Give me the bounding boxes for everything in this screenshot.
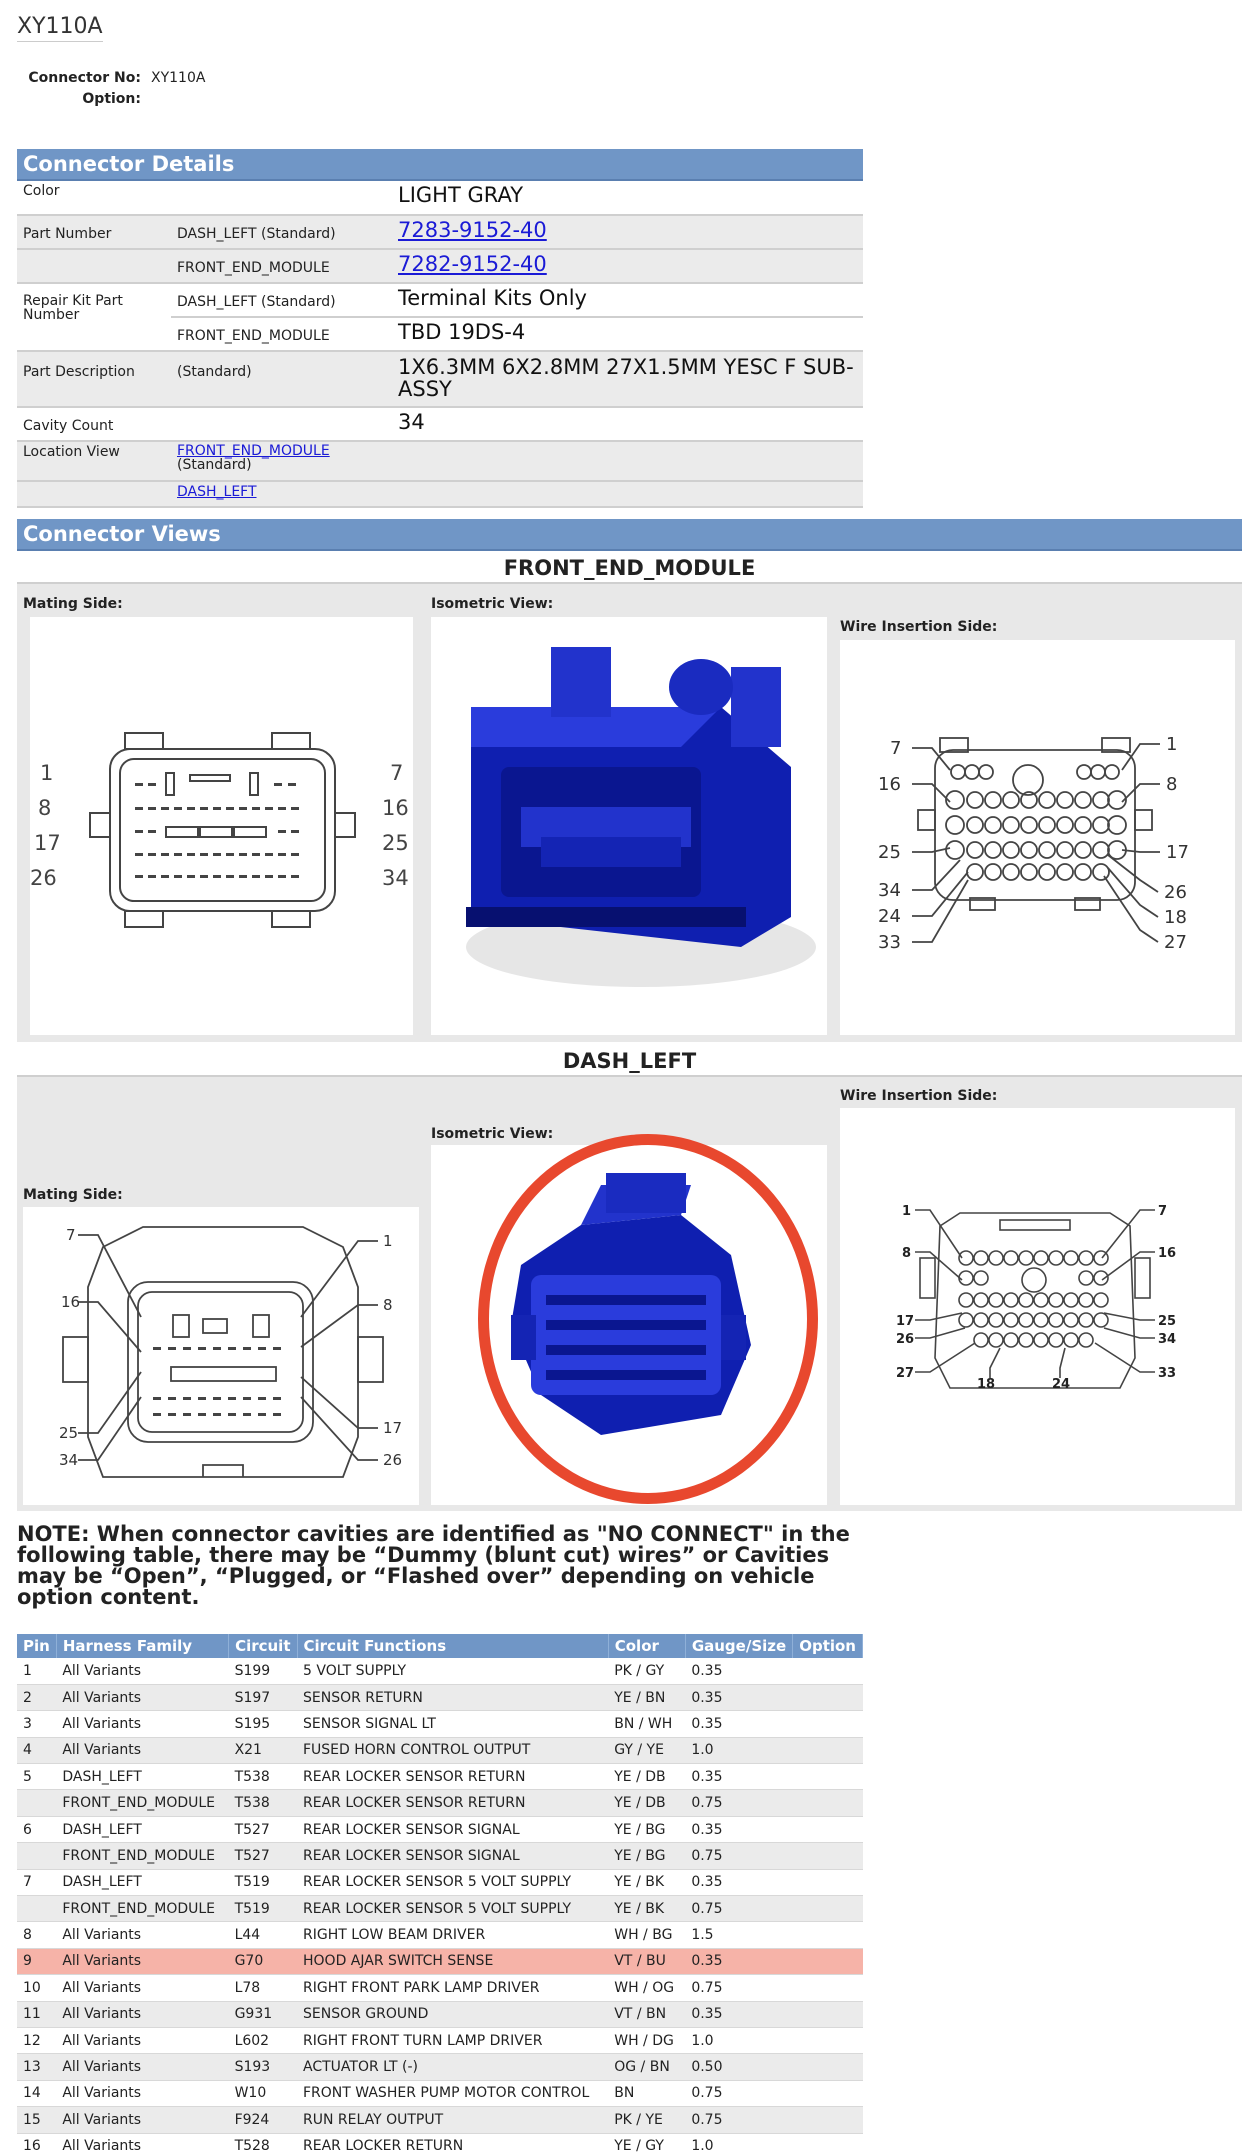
table-row: [17, 1684, 863, 1710]
part-description-label: Part Description: [17, 351, 171, 407]
fem-isometric-label: Isometric View:: [431, 596, 554, 612]
table-row: [17, 1843, 863, 1869]
cell-circuit: S197: [229, 1684, 297, 1710]
fem-mating-diagram: [30, 617, 413, 1035]
part-number-link-dash-left[interactable]: 7283-9152-40: [398, 218, 547, 242]
rk1-variant: DASH_LEFT (Standard): [177, 294, 336, 310]
table-row: [17, 2107, 863, 2133]
connector-value: XY110A: [151, 70, 206, 86]
cell-circuit: T528: [229, 2133, 297, 2155]
cell-family: All Variants: [56, 2027, 228, 2053]
cell-circuit: S199: [229, 1658, 297, 1684]
cell-color: YE / BG: [608, 1843, 685, 1869]
cell-option: [793, 1843, 863, 1869]
cell-function: HOOD AJAR SWITCH SENSE: [297, 1948, 608, 1974]
svg-text:25: 25: [382, 831, 409, 855]
cell-gauge: 0.35: [685, 2001, 792, 2027]
cell-circuit: L44: [229, 1922, 297, 1948]
cell-color: PK / GY: [608, 1658, 685, 1684]
cell-circuit: G70: [229, 1948, 297, 1974]
svg-text:27: 27: [1164, 932, 1187, 953]
cell-family: All Variants: [56, 1711, 228, 1737]
cell-family: DASH_LEFT: [56, 1816, 228, 1842]
cell-function: FRONT WASHER PUMP MOTOR CONTROL: [297, 2080, 608, 2106]
cell-option: [793, 2054, 863, 2080]
connector-meta: [17, 68, 205, 110]
table-row: [17, 1869, 863, 1895]
cell-pin: 16: [17, 2133, 56, 2155]
cell-circuit: S193: [229, 2054, 297, 2080]
rk2-value: TBD 19DS-4: [398, 320, 526, 344]
cell-pin: [17, 1843, 56, 1869]
cell-color: YE / DB: [608, 1764, 685, 1790]
svg-text:17: 17: [383, 1419, 403, 1437]
cell-family: All Variants: [56, 2001, 228, 2027]
cell-color: BN: [608, 2080, 685, 2106]
desc-variant: (Standard): [171, 351, 392, 407]
cell-option: [793, 1684, 863, 1710]
col-header-color: Color: [608, 1634, 685, 1658]
table-row: [17, 1948, 863, 1974]
cell-function: SENSOR GROUND: [297, 2001, 608, 2027]
cell-option: [793, 1790, 863, 1816]
svg-text:7: 7: [66, 1226, 76, 1244]
cell-function: RUN RELAY OUTPUT: [297, 2107, 608, 2133]
cell-function: FUSED HORN CONTROL OUTPUT: [297, 1737, 608, 1763]
cell-pin: 12: [17, 2027, 56, 2053]
table-row: [17, 1658, 863, 1684]
cell-color: GY / YE: [608, 1737, 685, 1763]
cell-pin: 8: [17, 1922, 56, 1948]
dash-mating-diagram: [23, 1207, 419, 1505]
svg-text:8: 8: [902, 1246, 912, 1261]
table-row: [17, 1790, 863, 1816]
svg-text:26: 26: [30, 866, 57, 890]
loc1-suffix: (Standard): [177, 457, 252, 473]
table-row: [17, 2027, 863, 2053]
svg-text:8: 8: [38, 796, 52, 820]
col-header-pin: Pin: [17, 1634, 56, 1658]
col-header-circuit: Circuit: [229, 1634, 297, 1658]
svg-text:26: 26: [1164, 882, 1187, 903]
cell-pin: [17, 1790, 56, 1816]
cell-option: [793, 1948, 863, 1974]
rk1-value: Terminal Kits Only: [398, 286, 587, 310]
color-label: Color: [23, 183, 60, 199]
cell-family: DASH_LEFT: [56, 1869, 228, 1895]
pin-table: [17, 1634, 863, 2155]
table-row: [17, 2001, 863, 2027]
cell-color: YE / DB: [608, 1790, 685, 1816]
cell-pin: 7: [17, 1869, 56, 1895]
cell-gauge: 0.35: [685, 1658, 792, 1684]
svg-text:1: 1: [902, 1204, 912, 1219]
cell-circuit: T527: [229, 1843, 297, 1869]
cell-family: All Variants: [56, 2054, 228, 2080]
rk2-variant: FRONT_END_MODULE: [177, 328, 330, 344]
table-row: [17, 2133, 863, 2155]
color-value: LIGHT GRAY: [398, 183, 524, 207]
svg-text:25: 25: [1158, 1314, 1177, 1329]
cell-gauge: 0.35: [685, 1711, 792, 1737]
fem-mating-label: Mating Side:: [23, 596, 123, 612]
cell-color: YE / BK: [608, 1896, 685, 1922]
cell-function: SENSOR SIGNAL LT: [297, 1711, 608, 1737]
cell-pin: 15: [17, 2107, 56, 2133]
svg-text:34: 34: [1158, 1332, 1177, 1347]
cell-pin: 2: [17, 1684, 56, 1710]
cell-color: WH / DG: [608, 2027, 685, 2053]
svg-text:18: 18: [1164, 907, 1187, 928]
cell-function: ACTUATOR LT (-): [297, 2054, 608, 2080]
table-row: [17, 2080, 863, 2106]
cell-family: All Variants: [56, 1684, 228, 1710]
cell-option: [793, 2001, 863, 2027]
svg-text:33: 33: [878, 932, 901, 953]
svg-text:17: 17: [896, 1314, 915, 1329]
cell-circuit: G931: [229, 2001, 297, 2027]
svg-text:33: 33: [1158, 1366, 1177, 1381]
cell-function: SENSOR RETURN: [297, 1684, 608, 1710]
table-row: [17, 1816, 863, 1842]
cell-gauge: 1.0: [685, 1737, 792, 1763]
cell-option: [793, 1869, 863, 1895]
cell-option: [793, 1764, 863, 1790]
svg-text:16: 16: [878, 774, 901, 795]
cell-option: [793, 2080, 863, 2106]
option-value: [141, 89, 151, 110]
svg-text:27: 27: [896, 1366, 915, 1381]
cell-family: All Variants: [56, 2080, 228, 2106]
cell-color: PK / YE: [608, 2107, 685, 2133]
svg-text:24: 24: [1052, 1377, 1071, 1392]
svg-text:17: 17: [34, 831, 61, 855]
table-row: [17, 2054, 863, 2080]
cell-color: VT / BU: [608, 1948, 685, 1974]
dash-wire-insertion-diagram: [840, 1108, 1235, 1505]
fem-view-title: FRONT_END_MODULE: [503, 556, 756, 580]
svg-text:16: 16: [1158, 1246, 1177, 1261]
cell-circuit: T519: [229, 1869, 297, 1895]
connector-label: Connector No:: [28, 70, 141, 86]
cavity-count-value: 34: [398, 410, 425, 434]
fem-wire-insertion-diagram: [840, 640, 1235, 1035]
cell-gauge: 0.75: [685, 1896, 792, 1922]
col-header-circuit-functions: Circuit Functions: [297, 1634, 608, 1658]
cell-gauge: 0.35: [685, 1948, 792, 1974]
repair-kit-label: Repair Kit Part Number: [23, 293, 123, 323]
pn1-variant: DASH_LEFT (Standard): [171, 215, 392, 249]
svg-text:34: 34: [382, 866, 409, 890]
cell-option: [793, 2133, 863, 2155]
cell-pin: 10: [17, 1975, 56, 2001]
pn2-variant: FRONT_END_MODULE: [171, 249, 392, 283]
svg-text:26: 26: [383, 1451, 403, 1469]
cell-function: REAR LOCKER SENSOR RETURN: [297, 1764, 608, 1790]
cell-family: All Variants: [56, 1975, 228, 2001]
cell-pin: 1: [17, 1658, 56, 1684]
cell-function: REAR LOCKER RETURN: [297, 2133, 608, 2155]
cell-option: [793, 1975, 863, 2001]
connector-views-header: Connector Views: [17, 519, 1242, 551]
cell-circuit: L78: [229, 1975, 297, 2001]
fem-wire-label: Wire Insertion Side:: [840, 619, 998, 635]
cell-option: [793, 1737, 863, 1763]
cell-pin: 6: [17, 1816, 56, 1842]
cell-pin: 3: [17, 1711, 56, 1737]
cell-family: FRONT_END_MODULE: [56, 1896, 228, 1922]
cell-option: [793, 1711, 863, 1737]
cell-color: YE / BK: [608, 1869, 685, 1895]
col-header-harness-family: Harness Family: [56, 1634, 228, 1658]
svg-text:16: 16: [382, 796, 409, 820]
svg-text:1: 1: [1166, 734, 1178, 755]
part-number-link-front-end-module[interactable]: 7282-9152-40: [398, 252, 547, 276]
cell-gauge: 0.35: [685, 1869, 792, 1895]
cell-function: REAR LOCKER SENSOR 5 VOLT SUPPLY: [297, 1896, 608, 1922]
cell-color: YE / GY: [608, 2133, 685, 2155]
svg-text:16: 16: [61, 1293, 81, 1311]
cell-gauge: 0.50: [685, 2054, 792, 2080]
cell-function: REAR LOCKER SENSOR SIGNAL: [297, 1816, 608, 1842]
table-row: [17, 1922, 863, 1948]
cell-circuit: X21: [229, 1737, 297, 1763]
table-row: [17, 1764, 863, 1790]
cell-function: RIGHT FRONT TURN LAMP DRIVER: [297, 2027, 608, 2053]
fem-isometric-image: [431, 617, 827, 1035]
cell-option: [793, 1658, 863, 1684]
svg-text:34: 34: [59, 1451, 79, 1469]
svg-text:8: 8: [383, 1296, 393, 1314]
svg-text:8: 8: [1166, 774, 1178, 795]
table-row: [17, 1896, 863, 1922]
cell-pin: [17, 1896, 56, 1922]
svg-text:26: 26: [896, 1332, 915, 1347]
cell-family: All Variants: [56, 2133, 228, 2155]
cell-family: All Variants: [56, 1922, 228, 1948]
cell-family: All Variants: [56, 2107, 228, 2133]
col-header-gauge: Gauge/Size: [685, 1634, 792, 1658]
cell-family: DASH_LEFT: [56, 1764, 228, 1790]
cell-option: [793, 2107, 863, 2133]
svg-text:1: 1: [40, 761, 54, 785]
cell-circuit: T519: [229, 1896, 297, 1922]
highlight-circle-annotation: [478, 1134, 818, 1504]
cell-color: WH / OG: [608, 1975, 685, 2001]
cell-gauge: 0.75: [685, 2107, 792, 2133]
cell-pin: 5: [17, 1764, 56, 1790]
dash-mating-label: Mating Side:: [23, 1187, 123, 1203]
part-number-label: Part Number: [17, 215, 171, 249]
cell-option: [793, 2027, 863, 2053]
cell-gauge: 1.0: [685, 2027, 792, 2053]
cell-circuit: L602: [229, 2027, 297, 2053]
desc-value: 1X6.3MM 6X2.8MM 27X1.5MM YESC F SUB-ASSY: [398, 355, 854, 401]
cell-gauge: 0.75: [685, 1975, 792, 2001]
svg-text:17: 17: [1166, 842, 1189, 863]
cell-pin: 9: [17, 1948, 56, 1974]
svg-text:7: 7: [390, 761, 404, 785]
cell-gauge: 0.75: [685, 1843, 792, 1869]
svg-text:25: 25: [59, 1424, 79, 1442]
cell-function: REAR LOCKER SENSOR SIGNAL: [297, 1843, 608, 1869]
cell-function: 5 VOLT SUPPLY: [297, 1658, 608, 1684]
cell-color: BN / WH: [608, 1711, 685, 1737]
option-label: Option:: [82, 91, 141, 107]
table-row: [17, 1711, 863, 1737]
cell-color: VT / BN: [608, 2001, 685, 2027]
cell-circuit: T538: [229, 1764, 297, 1790]
dash-view-title: DASH_LEFT: [562, 1049, 697, 1073]
cell-pin: 13: [17, 2054, 56, 2080]
cell-pin: 11: [17, 2001, 56, 2027]
cell-gauge: 1.5: [685, 1922, 792, 1948]
svg-text:24: 24: [878, 906, 901, 927]
cell-color: YE / BG: [608, 1816, 685, 1842]
dash-wire-label: Wire Insertion Side:: [840, 1088, 998, 1104]
svg-text:34: 34: [878, 880, 901, 901]
cell-color: YE / BN: [608, 1684, 685, 1710]
cell-option: [793, 1896, 863, 1922]
cell-family: FRONT_END_MODULE: [56, 1843, 228, 1869]
location-link-dash-left[interactable]: DASH_LEFT: [177, 484, 257, 500]
cell-gauge: 0.75: [685, 2080, 792, 2106]
svg-text:18: 18: [977, 1377, 996, 1392]
col-header-option: Option: [793, 1634, 863, 1658]
cell-color: OG / BN: [608, 2054, 685, 2080]
svg-text:1: 1: [383, 1232, 393, 1250]
cell-gauge: 1.0: [685, 2133, 792, 2155]
dash-isometric-label: Isometric View:: [431, 1126, 554, 1142]
cell-pin: 4: [17, 1737, 56, 1763]
cell-gauge: 0.35: [685, 1684, 792, 1710]
cell-gauge: 0.75: [685, 1790, 792, 1816]
svg-text:25: 25: [878, 842, 901, 863]
cell-gauge: 0.35: [685, 1764, 792, 1790]
cell-function: RIGHT FRONT PARK LAMP DRIVER: [297, 1975, 608, 2001]
connector-details-header: Connector Details: [17, 149, 863, 181]
cell-family: All Variants: [56, 1948, 228, 1974]
svg-text:7: 7: [1158, 1204, 1168, 1219]
table-row: [17, 1737, 863, 1763]
table-row: [17, 1975, 863, 2001]
cell-circuit: T527: [229, 1816, 297, 1842]
cell-circuit: W10: [229, 2080, 297, 2106]
cell-function: REAR LOCKER SENSOR RETURN: [297, 1790, 608, 1816]
cell-family: FRONT_END_MODULE: [56, 1790, 228, 1816]
cell-option: [793, 1922, 863, 1948]
cell-function: RIGHT LOW BEAM DRIVER: [297, 1922, 608, 1948]
location-view-label: Location View: [17, 441, 171, 481]
cell-family: All Variants: [56, 1658, 228, 1684]
cell-pin: 14: [17, 2080, 56, 2106]
page-title: XY110A: [17, 14, 103, 42]
cell-circuit: S195: [229, 1711, 297, 1737]
svg-text:7: 7: [890, 738, 902, 759]
cell-function: REAR LOCKER SENSOR 5 VOLT SUPPLY: [297, 1869, 608, 1895]
cell-gauge: 0.35: [685, 1816, 792, 1842]
location-link-front-end-module[interactable]: FRONT_END_MODULE: [177, 443, 330, 459]
no-connect-note: NOTE: When connector cavities are identified as "NO CONNECT" in the following table, there may be “Dummy (blunt cut) wires” or Cavities may be “Open”, “Plugged, or “Flashed over” depending on vehicle option content.: [17, 1522, 850, 1609]
connector-details-table: [17, 181, 863, 508]
cavity-count-label: Cavity Count: [23, 418, 114, 434]
cell-circuit: T538: [229, 1790, 297, 1816]
cell-family: All Variants: [56, 1737, 228, 1763]
cell-circuit: F924: [229, 2107, 297, 2133]
cell-color: WH / BG: [608, 1922, 685, 1948]
cell-option: [793, 1816, 863, 1842]
